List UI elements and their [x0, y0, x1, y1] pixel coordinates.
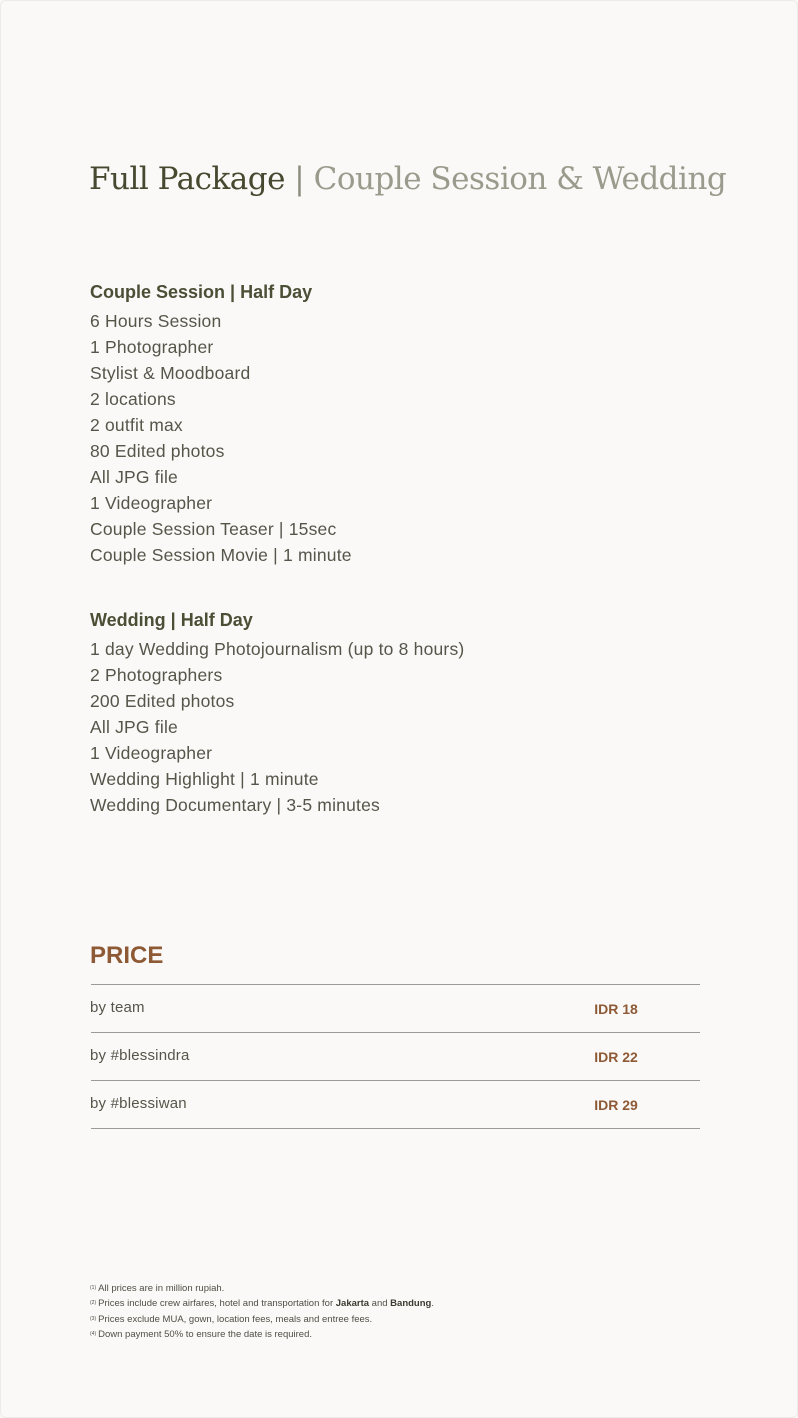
footnote-number: (3)	[90, 1315, 97, 1322]
page-title	[89, 156, 726, 202]
footnote-3	[90, 1312, 434, 1327]
list-item: 1 Photographer	[90, 337, 214, 357]
footnote-text: Down payment 50% to ensure the date is required.	[98, 1328, 313, 1340]
list-item: 2 outfit max	[90, 415, 183, 435]
footnote-number: (1)	[90, 1285, 97, 1291]
title-subtitle: Couple Session & Wedding	[313, 161, 727, 197]
price-heading: PRICE	[90, 942, 164, 969]
list-item: Couple Session Movie | 1 minute	[90, 545, 352, 565]
list-item: 80 Edited photos	[90, 441, 225, 461]
list-item: 1 Videographer	[90, 743, 213, 763]
price-row-blessiwan	[91, 1081, 700, 1129]
price-row-blessindra	[91, 1033, 700, 1081]
footnote-text: and	[369, 1298, 391, 1310]
title-separator: |	[294, 161, 305, 197]
price-amount: IDR 29	[594, 1097, 638, 1113]
couple-session-list	[90, 308, 710, 568]
title-main: Full Package	[89, 161, 285, 197]
list-item: 2 locations	[90, 389, 176, 409]
price-option-label: by #blessindra	[90, 1047, 190, 1064]
list-item: Wedding Documentary | 3-5 minutes	[90, 795, 380, 815]
footnote-city-bandung: Bandung	[390, 1298, 432, 1310]
wedding-heading: Wedding | Half Day	[90, 610, 253, 630]
couple-session-heading: Couple Session | Half Day	[90, 282, 313, 302]
couple-session-section	[90, 281, 710, 568]
price-table	[91, 984, 700, 1129]
footnote-text: Prices include crew airfares, hotel and transportation for	[98, 1298, 336, 1310]
list-item: 2 Photographers	[90, 665, 223, 685]
price-option-label: by team	[90, 999, 145, 1016]
footnote-2	[90, 1296, 434, 1311]
list-item: Stylist & Moodboard	[90, 363, 251, 383]
wedding-section	[90, 609, 710, 818]
price-row-team	[91, 985, 700, 1033]
list-item: Couple Session Teaser | 15sec	[90, 519, 337, 539]
wedding-list	[90, 636, 710, 818]
footnote-text: .	[431, 1298, 434, 1310]
footnote-1	[90, 1281, 434, 1296]
list-item: All JPG file	[90, 467, 178, 487]
price-amount: IDR 22	[594, 1049, 638, 1065]
footnote-4	[90, 1327, 434, 1342]
price-option-label: by #blessiwan	[90, 1095, 187, 1112]
list-item: 1 Videographer	[90, 493, 213, 513]
list-item: All JPG file	[90, 717, 178, 737]
price-amount: IDR 18	[594, 1001, 638, 1017]
footnote-text: All prices are in million rupiah.	[98, 1282, 225, 1294]
footnote-number: (4)	[90, 1330, 97, 1337]
footnote-number: (2)	[90, 1300, 97, 1307]
list-item: 6 Hours Session	[90, 311, 222, 331]
footnotes	[90, 1281, 434, 1342]
footnote-city-jakarta: Jakarta	[335, 1298, 370, 1310]
list-item: 1 day Wedding Photojournalism (up to 8 hours)	[90, 639, 465, 659]
footnote-text: Prices exclude MUA, gown, location fees, meals and entree fees.	[98, 1313, 373, 1325]
list-item: 200 Edited photos	[90, 691, 235, 711]
list-item: Wedding Highlight | 1 minute	[90, 769, 319, 789]
